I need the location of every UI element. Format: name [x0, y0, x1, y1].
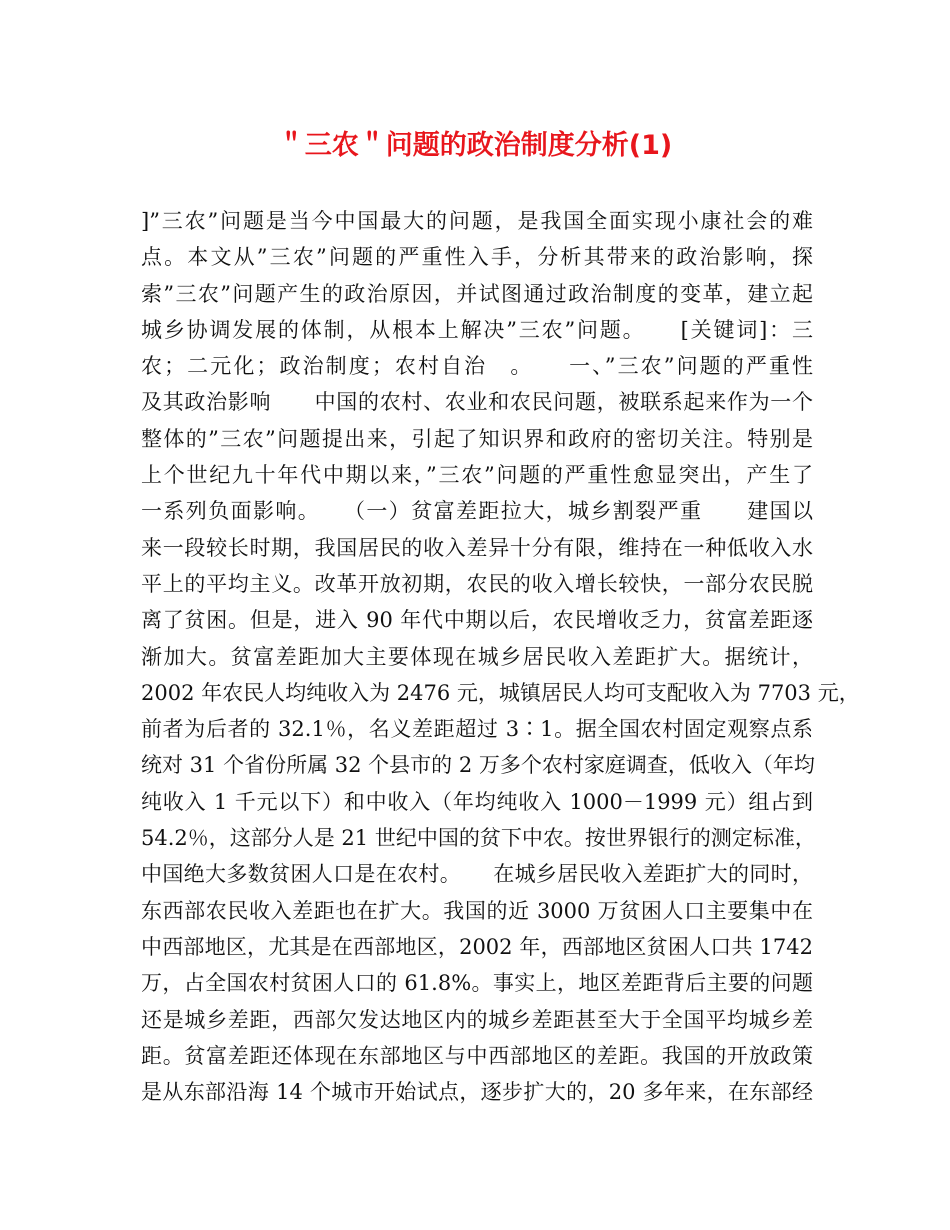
body-line: 54.2％，这部分人是 21 世纪中国的贫下中农。按世界银行的测定标准，	[141, 826, 816, 851]
body-line: 纯收入 1 千元以下）和中收入（年均纯收入 1000－1999 元）组占到	[141, 789, 813, 814]
body-line: 城乡协调发展的体制，从根本上解决”三农”问题。 [关键词]：三	[141, 317, 813, 342]
body-line: 平上的平均主义。改革开放初期，农民的收入增长较快，一部分农民脱	[141, 571, 813, 596]
body-line: 点。本文从”三农”问题的严重性入手，分析其带来的政治影响，探	[141, 245, 813, 270]
body-line: 及其政治影响 中国的农村、农业和农民问题，被联系起来作为一个	[141, 390, 813, 415]
body-line: 来一段较长时期，我国居民的收入差异十分有限，维持在一种低收入水	[141, 535, 813, 560]
body-line: 距。贫富差距还体现在东部地区与中西部地区的差距。我国的开放政策	[141, 1043, 813, 1068]
body-line: 整体的”三农”问题提出来，引起了知识界和政府的密切关注。特别是	[141, 426, 813, 451]
body-line: 是从东部沿海 14 个城市开始试点，逐步扩大的，20 多年来，在东部经	[141, 1080, 813, 1105]
body-line: 统对 31 个省份所属 32 个县市的 2 万多个农村家庭调查，低收入（年均	[141, 753, 815, 778]
body-line: 上个世纪九十年代中期以来，”三农”问题的严重性愈显突出，产生了	[141, 463, 813, 488]
body-line: 索”三农”问题产生的政治原因，并试图通过政治制度的变革，建立起	[141, 281, 813, 306]
body-line: 前者为后者的 32.1％，名义差距超过 3∶1。据全国农村固定观察点系	[141, 717, 813, 742]
body-line: 渐加大。贫富差距加大主要体现在城乡居民收入差距扩大。据统计，	[141, 644, 813, 669]
body-line: 中西部地区，尤其是在西部地区，2002 年，西部地区贫困人口共 1742	[141, 934, 813, 959]
body-line: 东西部农民收入差距也在扩大。我国的近 3000 万贫困人口主要集中在	[141, 898, 813, 923]
body-line: 2002 年农民人均纯收入为 2476 元，城镇居民人均可支配收入为 7703 元，	[141, 680, 860, 705]
body-line: 农；二元化；政治制度；农村自治 。 一、”三农”问题的严重性	[141, 354, 813, 379]
body-line: 离了贫困。但是，进入 90 年代中期以后，农民增收乏力，贫富差距逐	[141, 608, 813, 633]
body-line: ]”三农”问题是当今中国最大的问题，是我国全面实现小康社会的难	[141, 209, 813, 233]
body-line: 一系列负面影响。 （一）贫富差距拉大，城乡割裂严重 建国以	[141, 499, 813, 524]
body-line: 中国绝大多数贫困人口是在农村。 在城乡居民收入差距扩大的同时，	[141, 862, 813, 887]
document-body	[141, 203, 860, 1110]
body-line: 还是城乡差距，西部欠发达地区内的城乡差距甚至大于全国平均城乡差	[141, 1007, 813, 1032]
body-line: 万，占全国农村贫困人口的 61.8%。事实上，地区差距背后主要的问题	[141, 971, 813, 996]
document-title: ＂三农＂问题的政治制度分析(1)	[277, 130, 673, 161]
